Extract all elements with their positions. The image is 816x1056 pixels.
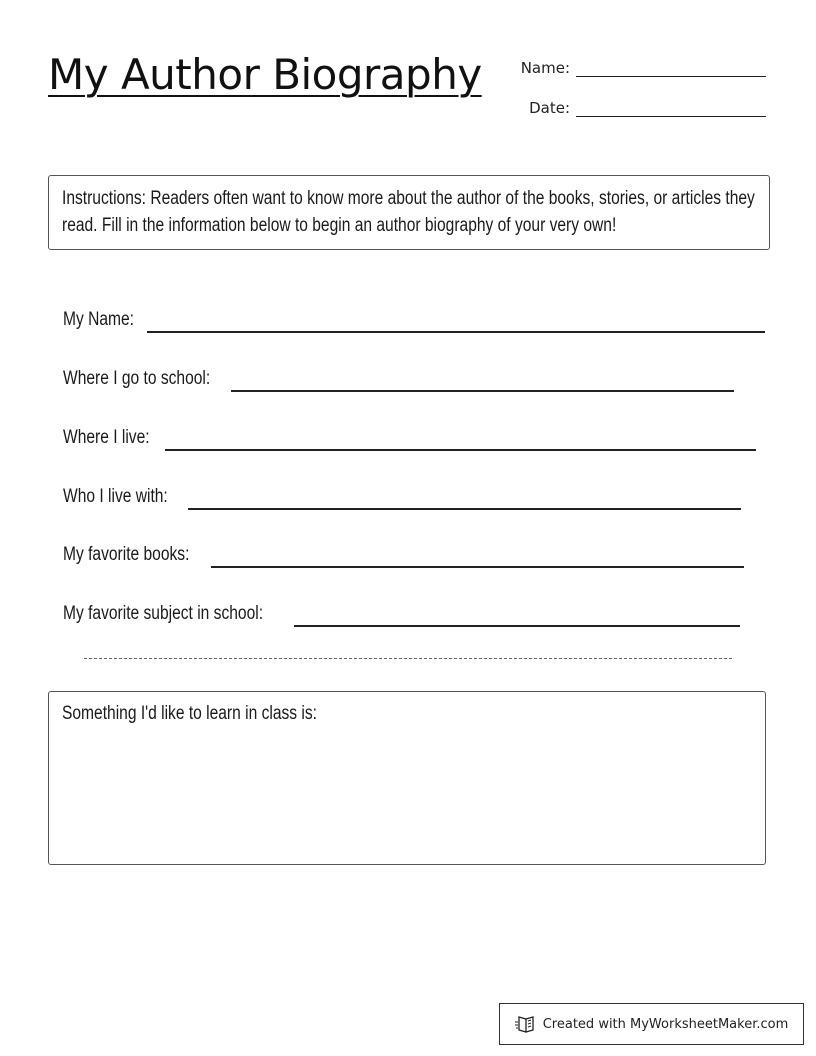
field-row-school bbox=[63, 368, 734, 390]
field-row-books bbox=[63, 544, 744, 566]
field-line-live[interactable] bbox=[165, 429, 756, 451]
name-line[interactable] bbox=[576, 58, 766, 77]
field-line-school[interactable] bbox=[231, 370, 734, 392]
field-line-subject[interactable] bbox=[294, 605, 740, 627]
learn-label: Something I'd like to learn in class is: bbox=[62, 703, 317, 724]
field-row-my-name bbox=[63, 309, 765, 331]
field-row-subject bbox=[63, 603, 740, 625]
book-logo-icon bbox=[515, 1014, 537, 1034]
instructions-text: Instructions: Readers often want to know more about the author of the books, stories, or articles they read. Fill in the information below to begin an author biography of your very own! bbox=[62, 188, 755, 236]
field-label: My favorite subject in school: bbox=[63, 603, 264, 624]
field-label: Where I live: bbox=[63, 427, 150, 448]
page-title: My Author Biography bbox=[48, 50, 482, 99]
field-label: Where I go to school: bbox=[63, 368, 211, 389]
date-field bbox=[518, 98, 766, 117]
name-field bbox=[518, 58, 766, 77]
footer-text: Created with MyWorksheetMaker.com bbox=[542, 1016, 789, 1032]
field-label: My favorite books: bbox=[63, 544, 190, 565]
field-label: My Name: bbox=[63, 309, 134, 330]
date-label: Date: bbox=[529, 99, 570, 117]
field-line-books[interactable] bbox=[211, 546, 744, 568]
dashed-divider bbox=[84, 658, 732, 659]
field-label: Who I live with: bbox=[63, 486, 168, 507]
date-line[interactable] bbox=[576, 98, 766, 117]
field-row-live bbox=[63, 427, 756, 449]
name-label: Name: bbox=[520, 59, 570, 77]
field-line-live-with[interactable] bbox=[188, 488, 741, 510]
footer-credit bbox=[499, 1003, 804, 1045]
instructions-box bbox=[48, 175, 770, 250]
field-line-my-name[interactable] bbox=[147, 311, 765, 333]
field-row-live-with bbox=[63, 486, 741, 508]
learn-box[interactable] bbox=[48, 691, 766, 865]
